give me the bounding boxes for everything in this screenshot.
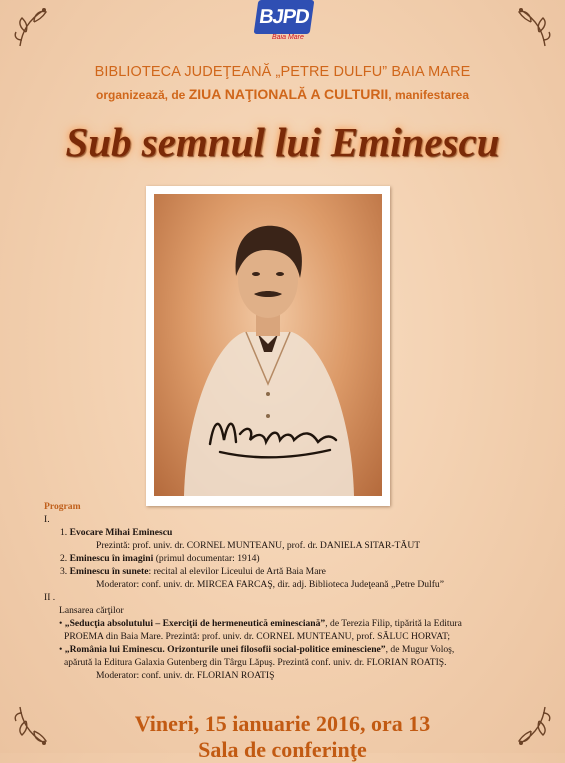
event-room: Sala de conferinţe (198, 737, 367, 762)
book-2 (44, 643, 554, 656)
item-rest: : recital al elevilor Liceului de Artă Baia Mare (148, 566, 326, 577)
program-heading: Program (44, 501, 81, 512)
library-logo (250, 0, 316, 48)
organizer-announcement (0, 86, 565, 102)
logo-mark: BJPD (254, 0, 315, 34)
program-item-1 (44, 526, 554, 539)
item-rest: (primul documentar: 1914) (153, 553, 260, 564)
program-item-3 (44, 565, 554, 578)
event-title: Sub semnul lui Eminescu (65, 119, 500, 165)
corner-ornament-top-right (507, 2, 551, 52)
book-title: „România lui Eminescu. Orizonturile unei filosofii social-politice eminesciene” (64, 644, 386, 655)
item-title: Eminescu în sunete (69, 566, 149, 577)
program-section (44, 500, 554, 682)
corner-ornament-top-left (14, 2, 58, 52)
organizer-name: BIBLIOTECA JUDEŢEANĂ „PETRE DULFU” BAIA MARE (94, 64, 471, 80)
part2-title: Lansarea cărţilor (59, 605, 124, 616)
book-line1: , de Terezia Filip, tipărită la Editura (325, 618, 462, 629)
moderator-2: Moderator: conf. univ. dr. FLORIAN ROATIŞ (96, 670, 275, 681)
bullet-icon: • (59, 644, 63, 655)
book-1-line2: PROEMA din Baia Mare. Prezintă: prof. univ. dr. CORNEL MUNTEANU, prof. SĂLUC HORVAT; (64, 631, 451, 642)
bullet-icon: • (59, 618, 63, 629)
item-number: 1. (60, 527, 68, 538)
portrait-frame (146, 186, 390, 506)
announcement-day: ZIUA NAŢIONALĂ A CULTURII (188, 86, 389, 102)
book-1 (44, 617, 554, 630)
signature-text: M Eminescu (154, 194, 160, 195)
announcement-pre: organizează, de (95, 88, 189, 102)
item1-presenter: Prezintă: prof. univ. dr. CORNEL MUNTEANU, prof. dr. DANIELA SITAR-TĂUT (96, 540, 421, 551)
book-title: „Seducţia absolutului – Exerciţii de hermeneutică eminesciană” (64, 618, 326, 629)
item-title: Eminescu în imagini (69, 553, 154, 564)
event-date: Vineri, 15 ianuarie 2016, ora 13 (134, 711, 431, 736)
announcement-post: , manifestarea (388, 88, 470, 102)
portrait-image (154, 194, 382, 496)
item-title: Evocare Mihai Eminescu (69, 527, 173, 538)
book-2-line2: apărută la Editura Galaxia Gutenberg din Târgu Lăpuş. Prezintă conf. univ. dr. FLORIAN ROATIŞ. (64, 657, 447, 668)
part2-label: II . (44, 592, 56, 603)
logo-subtext: Baia Mare (272, 34, 304, 41)
book-line1: , de Mugur Voloş, (385, 644, 455, 655)
part1-label: I. (44, 514, 50, 525)
program-item-2 (44, 552, 554, 565)
item-number: 3. (60, 566, 68, 577)
item-number: 2. (60, 553, 68, 564)
moderator-1: Moderator: conf. univ. dr. MIRCEA FARCAŞ, dir. adj. Biblioteca Judeţeană „Petre Dulfu” (96, 579, 444, 590)
